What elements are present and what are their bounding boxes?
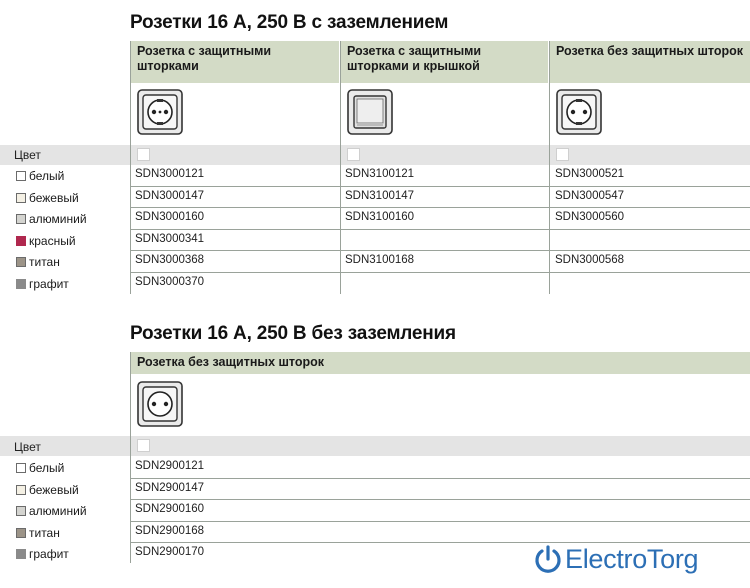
section2-grid-line [130,352,131,563]
color-swatch [16,506,26,516]
color-swatch [16,214,26,224]
section1-grid-line [130,250,750,251]
socket-shutters-image [137,89,183,135]
section1-code: SDN3100121 [345,168,415,180]
power-icon [533,544,563,574]
section2-code: SDN2900147 [135,482,205,494]
color-swatch [16,171,26,181]
section2-grid-line [130,499,750,500]
section1-grid-line [340,41,341,294]
section1-color-label: Цвет [14,148,41,162]
section1-row-label: титан [16,253,60,271]
section2-code: SDN2900160 [135,503,205,515]
color-swatch [16,463,26,473]
section1-code: SDN3000121 [135,168,205,180]
section2-color-band [0,436,750,456]
color-swatch [16,549,26,559]
section1-code: SDN3000547 [555,190,625,202]
section1-grid-line [130,229,750,230]
section1-row-label: графит [16,275,69,293]
section1-row-label: белый [16,167,64,185]
color-swatch [16,485,26,495]
section1-row-label: бежевый [16,189,79,207]
section1-color-box-3 [556,148,569,161]
color-swatch [16,257,26,267]
section1-grid-line [130,41,131,294]
color-swatch [16,193,26,203]
section1-code: SDN3000160 [135,211,205,223]
section1-code: SDN3000368 [135,254,205,266]
section2-code: SDN2900170 [135,546,205,558]
section1-row-label: алюминий [16,210,87,228]
section1-col-header-2: Розетка с защитными шторками и крышкой [341,41,548,83]
section2-row-label: бежевый [16,481,79,499]
section1-code: SDN3000147 [135,190,205,202]
section1-code: SDN3000560 [555,211,625,223]
section2-row-label: титан [16,524,60,542]
section2-grid-line [130,478,750,479]
section2-row-label: алюминий [16,502,87,520]
section1-code: SDN3100168 [345,254,415,266]
section2-grid-line [130,521,750,522]
section2-title: Розетки 16 А, 250 В без заземления [130,323,456,344]
section1-color-band [0,145,750,165]
section1-color-box-1 [137,148,150,161]
section1-code: SDN3000568 [555,254,625,266]
section2-color-box-1 [137,439,150,452]
color-swatch [16,528,26,538]
section1-grid-line [130,272,750,273]
color-swatch [16,236,26,246]
section1-row-label: красный [16,232,76,250]
section1-col-header-1: Розетка с защитными шторками [131,41,339,83]
section2-col-header-1: Розетка без защитных шторок [131,352,750,374]
section1-code: SDN3100147 [345,190,415,202]
section1-code: SDN3000370 [135,276,205,288]
section1-code: SDN3000521 [555,168,625,180]
logo-text: ElectroTorg [565,543,699,574]
section2-row-label: графит [16,545,69,563]
color-swatch [16,279,26,289]
section1-color-box-2 [347,148,360,161]
section1-col-header-3: Розетка без защитных шторок [550,41,750,83]
electrotorg-logo [533,541,698,577]
socket-no-ground-image [137,381,183,427]
section1-code: SDN3100160 [345,211,415,223]
section2-row-label: белый [16,459,64,477]
section2-color-label: Цвет [14,440,41,454]
section1-grid-line [130,207,750,208]
section1-title: Розетки 16 А, 250 В с заземлением [130,12,449,33]
section1-code: SDN3000341 [135,233,205,245]
section1-grid-line [549,41,550,294]
socket-shutters-lid-image [347,89,393,135]
section2-code: SDN2900168 [135,525,205,537]
section2-code: SDN2900121 [135,460,205,472]
section1-grid-line [130,186,750,187]
socket-no-shutters-image [556,89,602,135]
